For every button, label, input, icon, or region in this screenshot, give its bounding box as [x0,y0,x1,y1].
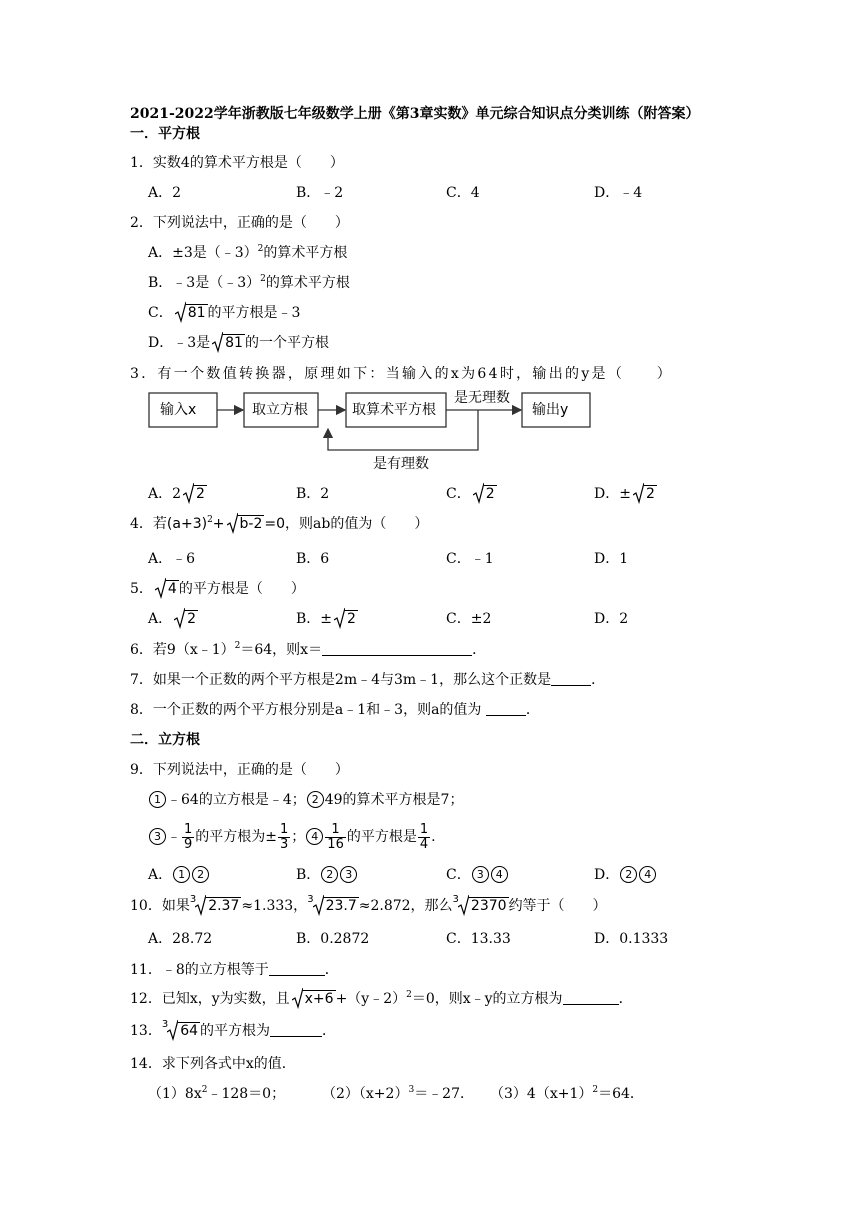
question-4-stem: 4．若$(a+3)^2+$ b-2 =0，则ab的值为（ ） [130,515,429,532]
sqrt-2: 2 [633,484,657,504]
q10-option-b: B．0.2872 [296,931,370,947]
document-title: 2021-2022学年浙教版七年级数学上册《第3章实数》单元综合知识点分类训练（附答案） [130,106,700,122]
question-8: 8．一个正数的两个平方根分别是a﹣1和﹣3，则a的值为 ． [130,702,540,718]
question-7: 7．如果一个正数的两个平方根是2m﹣4与3m﹣1，那么这个正数是 ． [130,672,606,688]
answer-blank[interactable] [486,701,526,716]
sqrt-b-minus-2: b-2 [227,514,265,534]
answer-blank[interactable] [322,641,472,656]
q4-option-c: C．﹣1 [446,551,494,567]
sqrt-2: 2 [473,484,497,504]
q1-option-b: B．﹣2 [296,185,344,201]
answer-blank[interactable] [270,1022,322,1037]
q1-option-a: A．2 [148,185,182,201]
question-12: 12．已知x，y为实数，且 x+6 +（y﹣2）$^2$＝0，则x﹣y的立方根为 ． [130,990,633,1007]
question-9-stem: 9．下列说法中，正确的是（ ） [130,762,349,778]
sqrt-x-plus-6: x+6 [292,989,336,1009]
question-2-stem: 2．下列说法中，正确的是（ ） [130,215,349,231]
question-1-stem: 1．实数4的算术平方根是（ ） [130,155,344,171]
sqrt-2: 2 [174,609,198,629]
q3-option-d: D．± 2 [594,484,657,504]
section-heading-cube-root: 二．立方根 [130,732,200,748]
flow-cube-root-label: 取立方根 [252,402,308,418]
q5-option-b: B．± 2 [296,609,358,629]
q9-option-d: D． 2 4 [594,865,657,885]
question-14-stem: 14．求下列各式中x的值． [130,1056,296,1072]
q1-option-d: D．﹣4 [594,185,643,201]
cube-root-23.7: 23.7 [313,896,359,916]
q2-option-d: D．﹣3是 81 的一个平方根 [148,333,329,353]
q4-option-d: D．1 [594,551,629,567]
question-3-stem: 3．有一个数值转换器，原理如下：当输入的x为64时，输出的y是（ ） [130,366,674,382]
q5-option-a: A． 2 [148,609,198,629]
flow-irrational-label: 是无理数 [454,390,510,406]
q2-option-a: A．±3是（﹣3）$^2$的算术平方根 [148,244,348,261]
flow-rational-label: 是有理数 [373,456,429,472]
sqrt-2: 2 [334,609,358,629]
q3-option-b: B．2 [296,486,330,502]
q14-part-3: $(3)4(x+1)^2=64$． [490,1085,644,1102]
q10-option-a: A．28.72 [148,931,213,947]
sqrt-81: 81 [212,333,245,353]
sqrt-81: 81 [175,303,208,323]
question-11: 11．﹣8的立方根等于 ． [130,962,339,978]
flow-output-label: 输出y [532,402,569,418]
sqrt-2: 2 [183,484,207,504]
q5-option-c: C．±2 [446,611,492,627]
answer-blank[interactable] [563,990,619,1005]
section-heading-square-root: 一．平方根 [130,126,200,142]
q14-part-1: $(1)8x^2﹣128=0$； [148,1085,286,1102]
flow-sqrt-label: 取算术平方根 [352,402,436,418]
q9-option-b: B． 2 3 [296,865,358,885]
q1-option-c: C．4 [446,185,480,201]
q2-option-c: C． 81 的平方根是﹣3 [148,303,300,323]
answer-blank[interactable] [551,671,591,686]
q10-option-d: D．0.1333 [594,931,669,947]
q3-option-c: C． 2 [446,484,497,504]
q5-option-d: D．2 [594,611,629,627]
q4-option-b: B．6 [296,551,330,567]
q9-option-c: C． 3 4 [446,865,509,885]
q9-statement-line-1: 1 ﹣64的立方根是﹣4； 2 49的算术平方根是7； [148,790,463,810]
question-10-stem: 10．如果$^3$ 2.37 ≈1.333，$^3$ 23.7 ≈2.872，那么$^3$ 2370 约等于（ ） [130,894,607,914]
q3-option-a: A．2 2 [148,484,207,504]
question-6: 6．若9（x﹣1）$^2$＝64，则x＝ ． [130,641,487,658]
q9-option-a: A． 1 2 [148,865,210,885]
cube-root-2.37: 2.37 [195,896,241,916]
q10-option-c: C．13.33 [446,931,511,947]
answer-blank[interactable] [269,961,325,976]
cube-root-2370: 2370 [458,896,509,916]
question-5-stem: 5． 4 的平方根是（ ） [130,579,305,599]
number-converter-flowchart [148,388,618,474]
cube-root-64: 64 [167,1021,200,1041]
sqrt-4: 4 [155,579,179,599]
q14-part-2: $(2)(x+2)^3=﹣27$． [322,1085,475,1102]
flow-input-label: 输入x [160,402,197,418]
question-13: 13．$^3$ 64 的平方根为 ． [130,1019,337,1039]
q4-option-a: A．﹣6 [148,551,196,567]
q2-option-b: B．﹣3是（﹣3）$^2$的算术平方根 [148,274,350,291]
q9-statement-line-2: 3 ﹣ $\frac{1}{9}$ 的平方根为± $\frac{1}{3}$ ； 4 $\frac{1}{16}$ 的平方根是 $\frac{1}{4}$ . [148,820,436,860]
